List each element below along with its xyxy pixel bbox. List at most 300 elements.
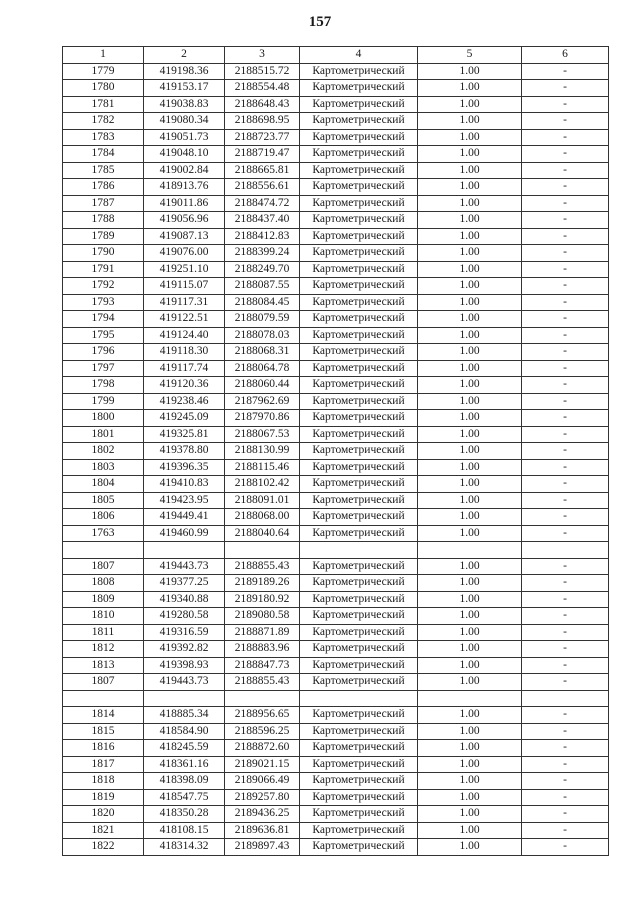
accuracy-cell: 1.00 (418, 443, 522, 460)
y-coordinate-cell: 2189436.25 (225, 806, 300, 823)
accuracy-cell (418, 542, 522, 559)
method-cell: Картометрический (300, 740, 418, 757)
accuracy-cell: 1.00 (418, 723, 522, 740)
x-coordinate-cell: 419378.80 (144, 443, 225, 460)
y-coordinate-cell: 2188068.31 (225, 344, 300, 361)
y-coordinate-cell (225, 542, 300, 559)
method-cell: Картометрический (300, 113, 418, 130)
accuracy-cell: 1.00 (418, 575, 522, 592)
y-coordinate-cell: 2187962.69 (225, 393, 300, 410)
accuracy-cell: 1.00 (418, 311, 522, 328)
x-coordinate-cell: 418584.90 (144, 723, 225, 740)
table-row (63, 542, 609, 559)
y-coordinate-cell: 2188078.03 (225, 327, 300, 344)
description-cell: - (522, 756, 609, 773)
accuracy-cell: 1.00 (418, 162, 522, 179)
x-coordinate-cell: 419120.36 (144, 377, 225, 394)
x-coordinate-cell: 419410.83 (144, 476, 225, 493)
x-coordinate-cell: 419443.73 (144, 674, 225, 691)
description-cell: - (522, 261, 609, 278)
accuracy-cell: 1.00 (418, 129, 522, 146)
point-number-cell: 1815 (63, 723, 144, 740)
x-coordinate-cell: 419118.30 (144, 344, 225, 361)
description-cell: - (522, 129, 609, 146)
table-row (63, 690, 609, 707)
method-cell: Картометрический (300, 806, 418, 823)
x-coordinate-cell: 418245.59 (144, 740, 225, 757)
accuracy-cell: 1.00 (418, 806, 522, 823)
method-cell: Картометрический (300, 63, 418, 80)
x-coordinate-cell: 419245.09 (144, 410, 225, 427)
x-coordinate-cell: 419377.25 (144, 575, 225, 592)
x-coordinate-cell: 418108.15 (144, 822, 225, 839)
table-row (63, 113, 609, 130)
table-row (63, 294, 609, 311)
table-row (63, 278, 609, 295)
table-row (63, 608, 609, 625)
description-cell: - (522, 162, 609, 179)
y-coordinate-cell: 2188068.00 (225, 509, 300, 526)
x-coordinate-cell: 419080.34 (144, 113, 225, 130)
method-cell: Картометрический (300, 641, 418, 658)
point-number-cell: 1781 (63, 96, 144, 113)
description-cell: - (522, 476, 609, 493)
y-coordinate-cell: 2188084.45 (225, 294, 300, 311)
method-cell: Картометрический (300, 80, 418, 97)
x-coordinate-cell: 419122.51 (144, 311, 225, 328)
method-cell: Картометрический (300, 789, 418, 806)
point-number-cell: 1800 (63, 410, 144, 427)
y-coordinate-cell: 2188474.72 (225, 195, 300, 212)
y-coordinate-cell: 2189080.58 (225, 608, 300, 625)
point-number-cell: 1810 (63, 608, 144, 625)
description-cell: - (522, 327, 609, 344)
description-cell: - (522, 410, 609, 427)
x-coordinate-cell: 419056.96 (144, 212, 225, 229)
accuracy-cell: 1.00 (418, 360, 522, 377)
accuracy-cell: 1.00 (418, 113, 522, 130)
method-cell: Картометрический (300, 459, 418, 476)
y-coordinate-cell: 2188067.53 (225, 426, 300, 443)
y-coordinate-cell: 2188883.96 (225, 641, 300, 658)
accuracy-cell: 1.00 (418, 789, 522, 806)
accuracy-cell: 1.00 (418, 278, 522, 295)
description-cell: - (522, 377, 609, 394)
y-coordinate-cell: 2188091.01 (225, 492, 300, 509)
x-coordinate-cell: 419038.83 (144, 96, 225, 113)
x-coordinate-cell: 419398.93 (144, 657, 225, 674)
x-coordinate-cell: 419153.17 (144, 80, 225, 97)
header-col-2: 2 (144, 47, 225, 64)
point-number-cell: 1796 (63, 344, 144, 361)
method-cell: Картометрический (300, 608, 418, 625)
point-number-cell: 1817 (63, 756, 144, 773)
accuracy-cell: 1.00 (418, 624, 522, 641)
method-cell: Картометрический (300, 558, 418, 575)
point-number-cell: 1783 (63, 129, 144, 146)
point-number-cell: 1804 (63, 476, 144, 493)
accuracy-cell: 1.00 (418, 377, 522, 394)
description-cell (522, 690, 609, 707)
header-col-5: 5 (418, 47, 522, 64)
method-cell: Картометрический (300, 509, 418, 526)
y-coordinate-cell: 2189897.43 (225, 839, 300, 856)
method-cell: Картометрический (300, 426, 418, 443)
x-coordinate-cell: 418885.34 (144, 707, 225, 724)
description-cell: - (522, 723, 609, 740)
point-number-cell: 1819 (63, 789, 144, 806)
description-cell: - (522, 740, 609, 757)
description-cell: - (522, 806, 609, 823)
accuracy-cell: 1.00 (418, 146, 522, 163)
accuracy-cell: 1.00 (418, 641, 522, 658)
y-coordinate-cell: 2188412.83 (225, 228, 300, 245)
description-cell: - (522, 278, 609, 295)
table-row (63, 822, 609, 839)
description-cell: - (522, 707, 609, 724)
method-cell: Картометрический (300, 707, 418, 724)
point-number-cell: 1822 (63, 839, 144, 856)
accuracy-cell: 1.00 (418, 459, 522, 476)
point-number-cell: 1818 (63, 773, 144, 790)
description-cell: - (522, 80, 609, 97)
point-number-cell: 1821 (63, 822, 144, 839)
description-cell: - (522, 113, 609, 130)
method-cell: Картометрический (300, 245, 418, 262)
x-coordinate-cell: 419449.41 (144, 509, 225, 526)
point-number-cell: 1779 (63, 63, 144, 80)
description-cell: - (522, 822, 609, 839)
y-coordinate-cell: 2189636.81 (225, 822, 300, 839)
y-coordinate-cell: 2187970.86 (225, 410, 300, 427)
y-coordinate-cell: 2188665.81 (225, 162, 300, 179)
point-number-cell: 1808 (63, 575, 144, 592)
x-coordinate-cell (144, 690, 225, 707)
accuracy-cell: 1.00 (418, 674, 522, 691)
accuracy-cell: 1.00 (418, 608, 522, 625)
table-row (63, 311, 609, 328)
description-cell: - (522, 789, 609, 806)
table-row (63, 327, 609, 344)
x-coordinate-cell: 419115.07 (144, 278, 225, 295)
header-col-6: 6 (522, 47, 609, 64)
method-cell (300, 542, 418, 559)
x-coordinate-cell: 419340.88 (144, 591, 225, 608)
accuracy-cell: 1.00 (418, 756, 522, 773)
accuracy-cell: 1.00 (418, 179, 522, 196)
accuracy-cell: 1.00 (418, 509, 522, 526)
point-number-cell: 1791 (63, 261, 144, 278)
header-col-1: 1 (63, 47, 144, 64)
table-row (63, 756, 609, 773)
accuracy-cell: 1.00 (418, 96, 522, 113)
accuracy-cell: 1.00 (418, 591, 522, 608)
point-number-cell: 1784 (63, 146, 144, 163)
point-number-cell: 1806 (63, 509, 144, 526)
table-row (63, 96, 609, 113)
accuracy-cell (418, 690, 522, 707)
table-row (63, 80, 609, 97)
x-coordinate-cell: 418398.09 (144, 773, 225, 790)
y-coordinate-cell: 2188437.40 (225, 212, 300, 229)
y-coordinate-cell: 2188872.60 (225, 740, 300, 757)
y-coordinate-cell: 2188060.44 (225, 377, 300, 394)
table-row (63, 344, 609, 361)
point-number-cell: 1792 (63, 278, 144, 295)
accuracy-cell: 1.00 (418, 657, 522, 674)
x-coordinate-cell: 419117.74 (144, 360, 225, 377)
description-cell: - (522, 509, 609, 526)
table-row (63, 509, 609, 526)
y-coordinate-cell: 2189189.26 (225, 575, 300, 592)
point-number-cell: 1785 (63, 162, 144, 179)
method-cell: Картометрический (300, 723, 418, 740)
x-coordinate-cell: 418350.28 (144, 806, 225, 823)
table-row (63, 360, 609, 377)
accuracy-cell: 1.00 (418, 80, 522, 97)
point-number-cell: 1820 (63, 806, 144, 823)
table-row (63, 723, 609, 740)
x-coordinate-cell: 419124.40 (144, 327, 225, 344)
method-cell: Картометрический (300, 294, 418, 311)
x-coordinate-cell: 419048.10 (144, 146, 225, 163)
y-coordinate-cell: 2188115.46 (225, 459, 300, 476)
method-cell: Картометрический (300, 179, 418, 196)
description-cell: - (522, 179, 609, 196)
accuracy-cell: 1.00 (418, 525, 522, 542)
table-row (63, 773, 609, 790)
table-row (63, 525, 609, 542)
description-cell: - (522, 146, 609, 163)
point-number-cell: 1811 (63, 624, 144, 641)
table-row (63, 146, 609, 163)
table-row (63, 674, 609, 691)
page-number: 157 (308, 14, 332, 30)
description-cell: - (522, 575, 609, 592)
accuracy-cell: 1.00 (418, 773, 522, 790)
x-coordinate-cell: 419460.99 (144, 525, 225, 542)
accuracy-cell: 1.00 (418, 393, 522, 410)
x-coordinate-cell: 418547.75 (144, 789, 225, 806)
table-row (63, 624, 609, 641)
description-cell: - (522, 360, 609, 377)
header-col-4: 4 (300, 47, 418, 64)
x-coordinate-cell: 419238.46 (144, 393, 225, 410)
accuracy-cell: 1.00 (418, 261, 522, 278)
y-coordinate-cell: 2188871.89 (225, 624, 300, 641)
method-cell: Картометрический (300, 443, 418, 460)
description-cell: - (522, 245, 609, 262)
method-cell: Картометрический (300, 162, 418, 179)
method-cell: Картометрический (300, 492, 418, 509)
x-coordinate-cell: 418314.32 (144, 839, 225, 856)
method-cell: Картометрический (300, 129, 418, 146)
method-cell: Картометрический (300, 756, 418, 773)
description-cell: - (522, 443, 609, 460)
method-cell: Картометрический (300, 228, 418, 245)
description-cell: - (522, 591, 609, 608)
description-cell: - (522, 311, 609, 328)
point-number-cell: 1803 (63, 459, 144, 476)
description-cell: - (522, 674, 609, 691)
point-number-cell (63, 542, 144, 559)
y-coordinate-cell: 2188087.55 (225, 278, 300, 295)
table-header-row (63, 47, 609, 64)
point-number-cell: 1793 (63, 294, 144, 311)
table-row (63, 228, 609, 245)
x-coordinate-cell: 419280.58 (144, 608, 225, 625)
point-number-cell: 1798 (63, 377, 144, 394)
description-cell: - (522, 558, 609, 575)
description-cell: - (522, 344, 609, 361)
y-coordinate-cell: 2188596.25 (225, 723, 300, 740)
point-number-cell: 1797 (63, 360, 144, 377)
x-coordinate-cell: 419396.35 (144, 459, 225, 476)
y-coordinate-cell (225, 690, 300, 707)
y-coordinate-cell: 2189066.49 (225, 773, 300, 790)
description-cell: - (522, 492, 609, 509)
x-coordinate-cell (144, 542, 225, 559)
coordinates-table (62, 46, 609, 856)
description-cell: - (522, 773, 609, 790)
method-cell: Картометрический (300, 575, 418, 592)
accuracy-cell: 1.00 (418, 195, 522, 212)
point-number-cell: 1794 (63, 311, 144, 328)
method-cell: Картометрический (300, 657, 418, 674)
table-row (63, 476, 609, 493)
x-coordinate-cell: 419051.73 (144, 129, 225, 146)
description-cell: - (522, 608, 609, 625)
table-row (63, 212, 609, 229)
point-number-cell: 1813 (63, 657, 144, 674)
accuracy-cell: 1.00 (418, 740, 522, 757)
point-number-cell (63, 690, 144, 707)
x-coordinate-cell: 418361.16 (144, 756, 225, 773)
method-cell: Картометрический (300, 624, 418, 641)
method-cell: Картометрический (300, 96, 418, 113)
y-coordinate-cell: 2188554.48 (225, 80, 300, 97)
point-number-cell: 1788 (63, 212, 144, 229)
y-coordinate-cell: 2188249.70 (225, 261, 300, 278)
table-row (63, 558, 609, 575)
method-cell: Картометрический (300, 327, 418, 344)
x-coordinate-cell: 419325.81 (144, 426, 225, 443)
method-cell: Картометрический (300, 773, 418, 790)
table-row (63, 575, 609, 592)
y-coordinate-cell: 2188855.43 (225, 558, 300, 575)
table-row (63, 129, 609, 146)
description-cell: - (522, 96, 609, 113)
table-row (63, 740, 609, 757)
point-number-cell: 1789 (63, 228, 144, 245)
method-cell: Картометрический (300, 393, 418, 410)
y-coordinate-cell: 2188130.99 (225, 443, 300, 460)
description-cell: - (522, 426, 609, 443)
x-coordinate-cell: 419198.36 (144, 63, 225, 80)
method-cell: Картометрический (300, 476, 418, 493)
accuracy-cell: 1.00 (418, 839, 522, 856)
method-cell (300, 690, 418, 707)
table-body (63, 63, 609, 855)
x-coordinate-cell: 419002.84 (144, 162, 225, 179)
description-cell: - (522, 294, 609, 311)
x-coordinate-cell: 419251.10 (144, 261, 225, 278)
table-row (63, 839, 609, 856)
point-number-cell: 1799 (63, 393, 144, 410)
table-row (63, 195, 609, 212)
y-coordinate-cell: 2188723.77 (225, 129, 300, 146)
x-coordinate-cell: 419423.95 (144, 492, 225, 509)
table-row (63, 63, 609, 80)
point-number-cell: 1805 (63, 492, 144, 509)
description-cell: - (522, 525, 609, 542)
accuracy-cell: 1.00 (418, 294, 522, 311)
point-number-cell: 1763 (63, 525, 144, 542)
method-cell: Картометрический (300, 377, 418, 394)
y-coordinate-cell: 2189180.92 (225, 591, 300, 608)
y-coordinate-cell: 2188847.73 (225, 657, 300, 674)
method-cell: Картометрический (300, 261, 418, 278)
accuracy-cell: 1.00 (418, 63, 522, 80)
point-number-cell: 1782 (63, 113, 144, 130)
description-cell: - (522, 228, 609, 245)
point-number-cell: 1816 (63, 740, 144, 757)
x-coordinate-cell: 419392.82 (144, 641, 225, 658)
description-cell: - (522, 624, 609, 641)
method-cell: Картометрический (300, 591, 418, 608)
y-coordinate-cell: 2188648.43 (225, 96, 300, 113)
point-number-cell: 1795 (63, 327, 144, 344)
point-number-cell: 1787 (63, 195, 144, 212)
table-row (63, 410, 609, 427)
accuracy-cell: 1.00 (418, 228, 522, 245)
point-number-cell: 1814 (63, 707, 144, 724)
y-coordinate-cell: 2188855.43 (225, 674, 300, 691)
x-coordinate-cell: 419316.59 (144, 624, 225, 641)
method-cell: Картометрический (300, 311, 418, 328)
point-number-cell: 1802 (63, 443, 144, 460)
point-number-cell: 1801 (63, 426, 144, 443)
description-cell: - (522, 657, 609, 674)
method-cell: Картометрический (300, 410, 418, 427)
method-cell: Картометрический (300, 146, 418, 163)
table-row (63, 443, 609, 460)
table-row (63, 591, 609, 608)
y-coordinate-cell: 2188719.47 (225, 146, 300, 163)
accuracy-cell: 1.00 (418, 327, 522, 344)
point-number-cell: 1786 (63, 179, 144, 196)
accuracy-cell: 1.00 (418, 492, 522, 509)
point-number-cell: 1807 (63, 674, 144, 691)
y-coordinate-cell: 2188040.64 (225, 525, 300, 542)
table-row (63, 426, 609, 443)
header-col-3: 3 (225, 47, 300, 64)
y-coordinate-cell: 2188515.72 (225, 63, 300, 80)
accuracy-cell: 1.00 (418, 245, 522, 262)
accuracy-cell: 1.00 (418, 212, 522, 229)
y-coordinate-cell: 2188698.95 (225, 113, 300, 130)
description-cell: - (522, 459, 609, 476)
point-number-cell: 1780 (63, 80, 144, 97)
description-cell (522, 542, 609, 559)
y-coordinate-cell: 2189021.15 (225, 756, 300, 773)
method-cell: Картометрический (300, 212, 418, 229)
accuracy-cell: 1.00 (418, 707, 522, 724)
accuracy-cell: 1.00 (418, 558, 522, 575)
table-row (63, 459, 609, 476)
accuracy-cell: 1.00 (418, 344, 522, 361)
description-cell: - (522, 641, 609, 658)
